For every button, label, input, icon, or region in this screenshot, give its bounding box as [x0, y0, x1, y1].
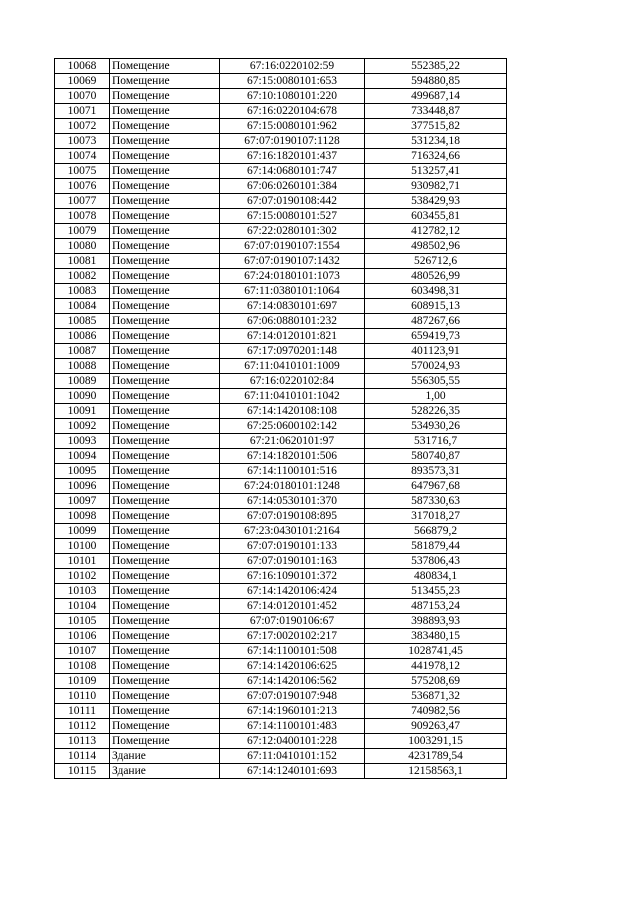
cadastral-value-cell: 740982,56: [365, 704, 507, 719]
cadastral-number-cell: 67:07:0190106:67: [220, 614, 365, 629]
table-row: [55, 314, 507, 329]
cadastral-value-cell: 531234,18: [365, 134, 507, 149]
object-type-cell: Помещение: [110, 584, 220, 599]
cadastral-number-cell: 67:17:0020102:217: [220, 629, 365, 644]
object-type-cell: Помещение: [110, 59, 220, 74]
cadastral-number-cell: 67:07:0190107:1554: [220, 239, 365, 254]
cadastral-value-cell: 1028741,45: [365, 644, 507, 659]
object-type-cell: Здание: [110, 764, 220, 779]
cadastral-number-cell: 67:10:1080101:220: [220, 89, 365, 104]
cadastral-value-cell: 377515,82: [365, 119, 507, 134]
table-row: [55, 419, 507, 434]
table-row: [55, 149, 507, 164]
row-number-cell: 10068: [55, 59, 110, 74]
cadastral-value-cell: 317018,27: [365, 509, 507, 524]
row-number-cell: 10096: [55, 479, 110, 494]
table-row: [55, 119, 507, 134]
object-type-cell: Помещение: [110, 479, 220, 494]
row-number-cell: 10070: [55, 89, 110, 104]
cadastral-number-cell: 67:11:0410101:1042: [220, 389, 365, 404]
row-number-cell: 10107: [55, 644, 110, 659]
cadastral-number-cell: 67:15:0080101:527: [220, 209, 365, 224]
row-number-cell: 10102: [55, 569, 110, 584]
cadastral-value-cell: 659419,73: [365, 329, 507, 344]
row-number-cell: 10086: [55, 329, 110, 344]
object-type-cell: Помещение: [110, 119, 220, 134]
table-row: [55, 479, 507, 494]
table-row: [55, 614, 507, 629]
row-number-cell: 10089: [55, 374, 110, 389]
cadastral-value-cell: 608915,13: [365, 299, 507, 314]
table-row: [55, 404, 507, 419]
object-type-cell: Помещение: [110, 569, 220, 584]
object-type-cell: Помещение: [110, 449, 220, 464]
cadastral-number-cell: 67:14:0530101:370: [220, 494, 365, 509]
table-row: [55, 629, 507, 644]
table-row: [55, 704, 507, 719]
table-row: [55, 329, 507, 344]
table-row: [55, 224, 507, 239]
cadastral-number-cell: 67:07:0190101:163: [220, 554, 365, 569]
cadastral-number-cell: 67:15:0080101:653: [220, 74, 365, 89]
cadastral-value-cell: 401123,91: [365, 344, 507, 359]
table-row: [55, 539, 507, 554]
cadastral-number-cell: 67:22:0280101:302: [220, 224, 365, 239]
object-type-cell: Помещение: [110, 404, 220, 419]
object-type-cell: Помещение: [110, 554, 220, 569]
cadastral-number-cell: 67:14:1240101:693: [220, 764, 365, 779]
cadastral-value-cell: 513257,41: [365, 164, 507, 179]
row-number-cell: 10077: [55, 194, 110, 209]
object-type-cell: Помещение: [110, 329, 220, 344]
table-row: [55, 599, 507, 614]
table-body: [55, 59, 507, 779]
cadastral-number-cell: 67:07:0190107:1432: [220, 254, 365, 269]
cadastral-value-cell: 552385,22: [365, 59, 507, 74]
object-type-cell: Помещение: [110, 299, 220, 314]
object-type-cell: Помещение: [110, 224, 220, 239]
row-number-cell: 10078: [55, 209, 110, 224]
object-type-cell: Помещение: [110, 104, 220, 119]
cadastral-value-cell: 581879,44: [365, 539, 507, 554]
cadastral-value-cell: 538429,93: [365, 194, 507, 209]
object-type-cell: Помещение: [110, 179, 220, 194]
row-number-cell: 10104: [55, 599, 110, 614]
cadastral-number-cell: 67:14:1820101:506: [220, 449, 365, 464]
cadastral-value-cell: 4231789,54: [365, 749, 507, 764]
object-type-cell: Помещение: [110, 524, 220, 539]
row-number-cell: 10071: [55, 104, 110, 119]
cadastral-value-cell: 647967,68: [365, 479, 507, 494]
cadastral-value-cell: 531716,7: [365, 434, 507, 449]
row-number-cell: 10075: [55, 164, 110, 179]
cadastral-number-cell: 67:16:1090101:372: [220, 569, 365, 584]
object-type-cell: Помещение: [110, 134, 220, 149]
row-number-cell: 10105: [55, 614, 110, 629]
table-row: [55, 104, 507, 119]
cadastral-value-cell: 575208,69: [365, 674, 507, 689]
object-type-cell: Здание: [110, 749, 220, 764]
row-number-cell: 10094: [55, 449, 110, 464]
cadastral-value-cell: 480526,99: [365, 269, 507, 284]
table-row: [55, 674, 507, 689]
cadastral-number-cell: 67:14:0120101:452: [220, 599, 365, 614]
row-number-cell: 10091: [55, 404, 110, 419]
cadastral-value-cell: 566879,2: [365, 524, 507, 539]
cadastral-value-cell: 893573,31: [365, 464, 507, 479]
table-row: [55, 89, 507, 104]
object-type-cell: Помещение: [110, 644, 220, 659]
cadastral-number-cell: 67:11:0410101:1009: [220, 359, 365, 374]
cadastral-number-cell: 67:25:0600102:142: [220, 419, 365, 434]
table-row: [55, 164, 507, 179]
cadastral-number-cell: 67:24:0180101:1248: [220, 479, 365, 494]
cadastral-number-cell: 67:17:0970201:148: [220, 344, 365, 359]
object-type-cell: Помещение: [110, 704, 220, 719]
cadastral-value-cell: 412782,12: [365, 224, 507, 239]
table-row: [55, 209, 507, 224]
cadastral-number-cell: 67:06:0880101:232: [220, 314, 365, 329]
table-row: [55, 374, 507, 389]
cadastral-number-cell: 67:14:0120101:821: [220, 329, 365, 344]
cadastral-value-cell: 536871,32: [365, 689, 507, 704]
table-row: [55, 734, 507, 749]
table-row: [55, 509, 507, 524]
cadastral-value-cell: 556305,55: [365, 374, 507, 389]
table-row: [55, 764, 507, 779]
cadastral-value-cell: 570024,93: [365, 359, 507, 374]
row-number-cell: 10092: [55, 419, 110, 434]
table-row: [55, 524, 507, 539]
cadastral-number-cell: 67:14:1420106:625: [220, 659, 365, 674]
row-number-cell: 10100: [55, 539, 110, 554]
cadastral-number-cell: 67:11:0380101:1064: [220, 284, 365, 299]
cadastral-number-cell: 67:07:0190107:1128: [220, 134, 365, 149]
object-type-cell: Помещение: [110, 359, 220, 374]
object-type-cell: Помещение: [110, 539, 220, 554]
object-type-cell: Помещение: [110, 494, 220, 509]
cadastral-value-cell: 587330,63: [365, 494, 507, 509]
row-number-cell: 10084: [55, 299, 110, 314]
table-row: [55, 494, 507, 509]
cadastral-number-cell: 67:14:1100101:516: [220, 464, 365, 479]
row-number-cell: 10076: [55, 179, 110, 194]
table-row: [55, 749, 507, 764]
row-number-cell: 10113: [55, 734, 110, 749]
cadastral-number-cell: 67:21:0620101:97: [220, 434, 365, 449]
cadastral-number-cell: 67:15:0080101:962: [220, 119, 365, 134]
object-type-cell: Помещение: [110, 164, 220, 179]
cadastral-value-cell: 930982,71: [365, 179, 507, 194]
row-number-cell: 10114: [55, 749, 110, 764]
cadastral-value-cell: 487267,66: [365, 314, 507, 329]
row-number-cell: 10103: [55, 584, 110, 599]
object-type-cell: Помещение: [110, 254, 220, 269]
cadastral-number-cell: 67:14:0830101:697: [220, 299, 365, 314]
table-row: [55, 449, 507, 464]
object-type-cell: Помещение: [110, 389, 220, 404]
row-number-cell: 10088: [55, 359, 110, 374]
table-row: [55, 689, 507, 704]
table-row: [55, 659, 507, 674]
row-number-cell: 10079: [55, 224, 110, 239]
row-number-cell: 10087: [55, 344, 110, 359]
object-type-cell: Помещение: [110, 689, 220, 704]
object-type-cell: Помещение: [110, 599, 220, 614]
cadastral-number-cell: 67:06:0260101:384: [220, 179, 365, 194]
table-row: [55, 269, 507, 284]
object-type-cell: Помещение: [110, 239, 220, 254]
table-row: [55, 464, 507, 479]
cadastral-value-cell: 513455,23: [365, 584, 507, 599]
row-number-cell: 10085: [55, 314, 110, 329]
cadastral-value-cell: 441978,12: [365, 659, 507, 674]
object-type-cell: Помещение: [110, 269, 220, 284]
table-row: [55, 359, 507, 374]
cadastral-value-cell: 12158563,1: [365, 764, 507, 779]
object-type-cell: Помещение: [110, 149, 220, 164]
object-type-cell: Помещение: [110, 674, 220, 689]
object-type-cell: Помещение: [110, 209, 220, 224]
cadastral-number-cell: 67:14:1960101:213: [220, 704, 365, 719]
table-row: [55, 554, 507, 569]
object-type-cell: Помещение: [110, 509, 220, 524]
cadastral-number-cell: 67:07:0190107:948: [220, 689, 365, 704]
row-number-cell: 10101: [55, 554, 110, 569]
object-type-cell: Помещение: [110, 734, 220, 749]
cadastral-value-cell: 716324,66: [365, 149, 507, 164]
table-row: [55, 644, 507, 659]
object-type-cell: Помещение: [110, 374, 220, 389]
cadastral-number-cell: 67:14:1420106:424: [220, 584, 365, 599]
cadastral-number-cell: 67:16:0220102:84: [220, 374, 365, 389]
object-type-cell: Помещение: [110, 74, 220, 89]
cadastral-number-cell: 67:07:0190101:133: [220, 539, 365, 554]
cadastral-number-cell: 67:16:0220102:59: [220, 59, 365, 74]
object-type-cell: Помещение: [110, 434, 220, 449]
cadastral-value-cell: 1003291,15: [365, 734, 507, 749]
cadastral-value-cell: 537806,43: [365, 554, 507, 569]
cadastral-value-cell: 534930,26: [365, 419, 507, 434]
cadastral-value-cell: 603498,31: [365, 284, 507, 299]
cadastral-value-cell: 528226,35: [365, 404, 507, 419]
table-row: [55, 434, 507, 449]
cadastral-number-cell: 67:14:1420108:108: [220, 404, 365, 419]
table-row: [55, 584, 507, 599]
cadastral-number-cell: 67:07:0190108:895: [220, 509, 365, 524]
cadastral-number-cell: 67:16:1820101:437: [220, 149, 365, 164]
row-number-cell: 10112: [55, 719, 110, 734]
cadastral-value-cell: 499687,14: [365, 89, 507, 104]
table-row: [55, 344, 507, 359]
object-type-cell: Помещение: [110, 614, 220, 629]
object-type-cell: Помещение: [110, 629, 220, 644]
object-type-cell: Помещение: [110, 719, 220, 734]
cadastral-number-cell: 67:16:0220104:678: [220, 104, 365, 119]
cadastral-value-cell: 526712,6: [365, 254, 507, 269]
row-number-cell: 10097: [55, 494, 110, 509]
cadastral-number-cell: 67:14:1420106:562: [220, 674, 365, 689]
row-number-cell: 10090: [55, 389, 110, 404]
cadastral-number-cell: 67:14:0680101:747: [220, 164, 365, 179]
object-type-cell: Помещение: [110, 344, 220, 359]
cadastral-value-cell: 909263,47: [365, 719, 507, 734]
cadastral-value-cell: 398893,93: [365, 614, 507, 629]
table-row: [55, 134, 507, 149]
table-row: [55, 719, 507, 734]
row-number-cell: 10099: [55, 524, 110, 539]
row-number-cell: 10106: [55, 629, 110, 644]
cadastral-value-cell: 603455,81: [365, 209, 507, 224]
table-row: [55, 239, 507, 254]
cadastral-value-cell: 498502,96: [365, 239, 507, 254]
cadastral-value-cell: 1,00: [365, 389, 507, 404]
cadastral-value-cell: 580740,87: [365, 449, 507, 464]
table-row: [55, 194, 507, 209]
row-number-cell: 10081: [55, 254, 110, 269]
cadastral-number-cell: 67:07:0190108:442: [220, 194, 365, 209]
table-row: [55, 389, 507, 404]
object-type-cell: Помещение: [110, 194, 220, 209]
object-type-cell: Помещение: [110, 284, 220, 299]
row-number-cell: 10093: [55, 434, 110, 449]
cadastral-number-cell: 67:12:0400101:228: [220, 734, 365, 749]
table-row: [55, 74, 507, 89]
table-row: [55, 179, 507, 194]
cadastral-number-cell: 67:14:1100101:508: [220, 644, 365, 659]
row-number-cell: 10108: [55, 659, 110, 674]
object-type-cell: Помещение: [110, 89, 220, 104]
row-number-cell: 10074: [55, 149, 110, 164]
object-type-cell: Помещение: [110, 464, 220, 479]
cadastral-value-cell: 480834,1: [365, 569, 507, 584]
table-row: [55, 59, 507, 74]
row-number-cell: 10069: [55, 74, 110, 89]
table-row: [55, 284, 507, 299]
property-table: [54, 58, 507, 779]
row-number-cell: 10080: [55, 239, 110, 254]
table-row: [55, 569, 507, 584]
row-number-cell: 10111: [55, 704, 110, 719]
row-number-cell: 10098: [55, 509, 110, 524]
table-row: [55, 299, 507, 314]
cadastral-value-cell: 594880,85: [365, 74, 507, 89]
row-number-cell: 10115: [55, 764, 110, 779]
row-number-cell: 10072: [55, 119, 110, 134]
row-number-cell: 10110: [55, 689, 110, 704]
row-number-cell: 10109: [55, 674, 110, 689]
cadastral-value-cell: 487153,24: [365, 599, 507, 614]
cadastral-value-cell: 733448,87: [365, 104, 507, 119]
table-row: [55, 254, 507, 269]
cadastral-value-cell: 383480,15: [365, 629, 507, 644]
cadastral-number-cell: 67:23:0430101:2164: [220, 524, 365, 539]
cadastral-number-cell: 67:11:0410101:152: [220, 749, 365, 764]
row-number-cell: 10083: [55, 284, 110, 299]
object-type-cell: Помещение: [110, 659, 220, 674]
object-type-cell: Помещение: [110, 314, 220, 329]
row-number-cell: 10095: [55, 464, 110, 479]
row-number-cell: 10073: [55, 134, 110, 149]
row-number-cell: 10082: [55, 269, 110, 284]
cadastral-number-cell: 67:24:0180101:1073: [220, 269, 365, 284]
object-type-cell: Помещение: [110, 419, 220, 434]
cadastral-number-cell: 67:14:1100101:483: [220, 719, 365, 734]
